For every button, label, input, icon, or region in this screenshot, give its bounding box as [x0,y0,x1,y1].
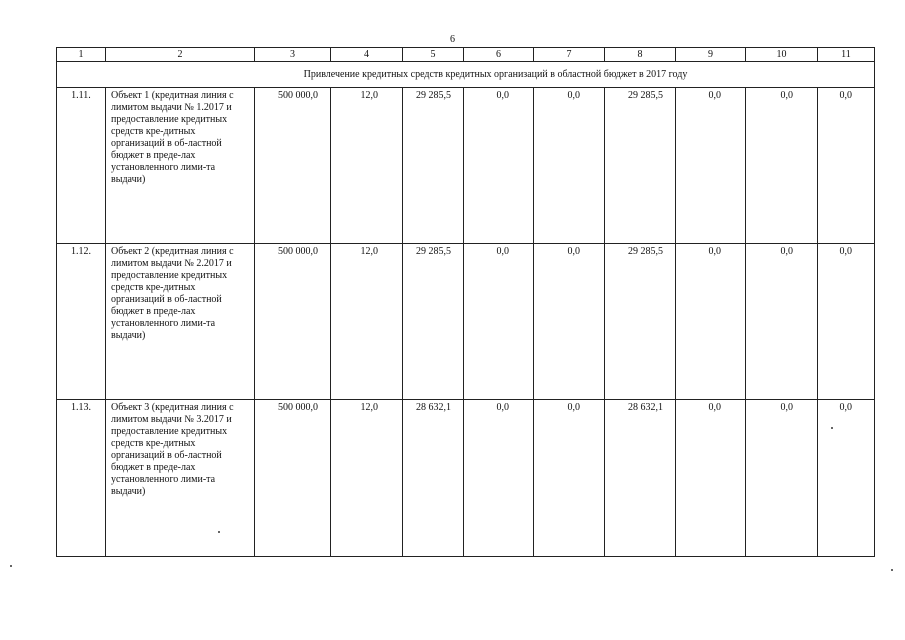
column-header: 1 [57,48,106,62]
row-name: Объект 1 (кредитная линия с лимитом выдачи № 1.2017 и предоставление кредитных средств кре-дитных организаций в об-ластной бюджет в преде-лах установленного лими-та выдачи) [106,88,255,244]
column-header: 5 [403,48,464,62]
cell-col7: 0,0 [534,400,605,557]
cell-col3: 500 000,0 [255,244,331,400]
cell-col10: 0,0 [746,88,818,244]
page-number: 6 [450,34,455,45]
cell-col4: 12,0 [331,244,403,400]
cell-col5: 28 632,1 [403,400,464,557]
cell-col5: 29 285,5 [403,244,464,400]
table-row [57,400,875,557]
row-name: Объект 3 (кредитная линия с лимитом выдачи № 3.2017 и предоставление кредитных средств кре-дитных организаций в об-ластной бюджет в преде-лах установленного лими-та выдачи) [106,400,255,557]
cell-col3: 500 000,0 [255,400,331,557]
section-row [57,62,875,88]
row-name: Объект 2 (кредитная линия с лимитом выдачи № 2.2017 и предоставление кредитных средств кре-дитных организаций в об-ластной бюджет в преде-лах установленного лими-та выдачи) [106,244,255,400]
column-header: 4 [331,48,403,62]
cell-col6: 0,0 [464,400,534,557]
scan-speck [10,565,12,567]
cell-col4: 12,0 [331,400,403,557]
cell-col6: 0,0 [464,88,534,244]
scan-speck [891,569,893,571]
row-number: 1.11. [57,88,106,244]
cell-col9: 0,0 [676,88,746,244]
cell-col8: 28 632,1 [605,400,676,557]
section-title: Привлечение кредитных средств кредитных организаций в областной бюджет в 2017 году [57,62,875,88]
cell-col5: 29 285,5 [403,88,464,244]
scan-speck [831,427,833,429]
column-number-row [57,48,875,62]
cell-col9: 0,0 [676,244,746,400]
cell-col10: 0,0 [746,244,818,400]
column-header: 2 [106,48,255,62]
cell-col8: 29 285,5 [605,88,676,244]
cell-col11: 0,0 [818,88,875,244]
cell-col3: 500 000,0 [255,88,331,244]
column-header: 8 [605,48,676,62]
budget-table [56,47,875,557]
cell-col10: 0,0 [746,400,818,557]
row-number: 1.13. [57,400,106,557]
cell-col7: 0,0 [534,88,605,244]
cell-col9: 0,0 [676,400,746,557]
scan-speck [218,531,220,533]
table-row [57,244,875,400]
table-row [57,88,875,244]
column-header: 11 [818,48,875,62]
cell-col4: 12,0 [331,88,403,244]
column-header: 3 [255,48,331,62]
cell-col11: 0,0 [818,244,875,400]
cell-col7: 0,0 [534,244,605,400]
column-header: 6 [464,48,534,62]
cell-col11: 0,0 [818,400,875,557]
row-number: 1.12. [57,244,106,400]
column-header: 10 [746,48,818,62]
cell-col8: 29 285,5 [605,244,676,400]
column-header: 7 [534,48,605,62]
cell-col6: 0,0 [464,244,534,400]
column-header: 9 [676,48,746,62]
